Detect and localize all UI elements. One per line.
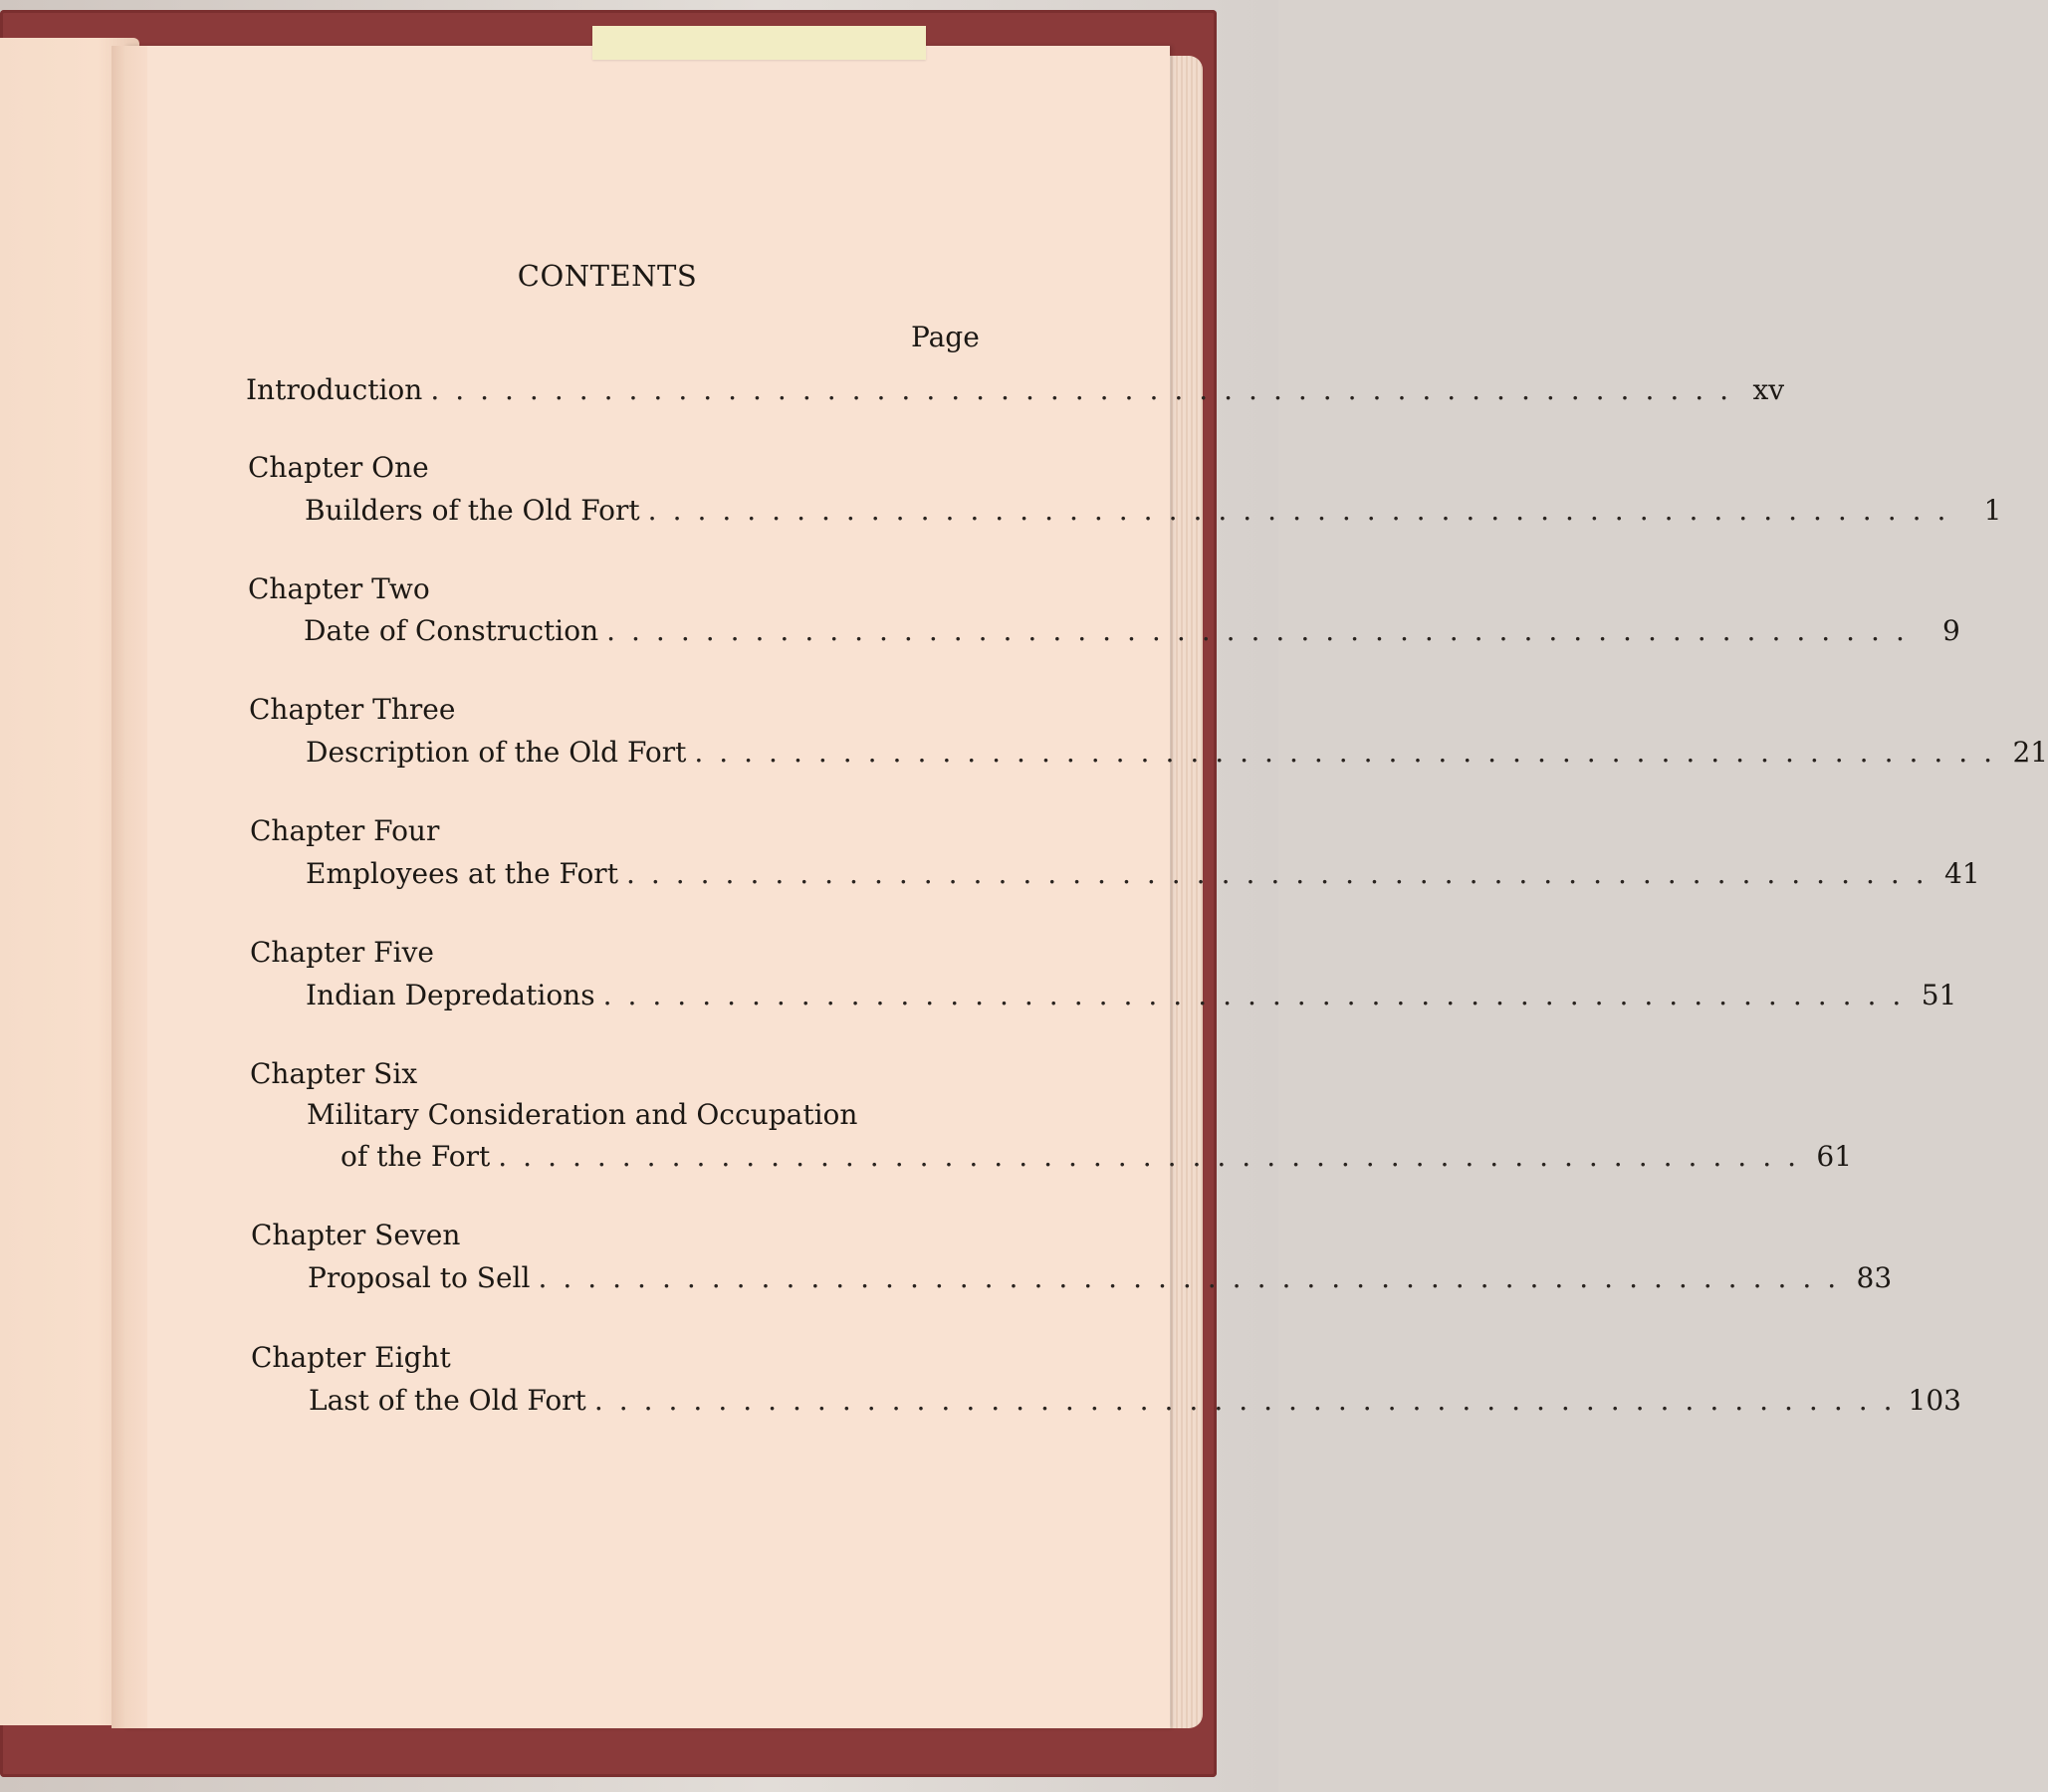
toc-introduction [246, 373, 1785, 406]
toc-entry-title: Description of the Old Fort [306, 736, 687, 769]
chapter-heading: Chapter Eight [251, 1341, 451, 1374]
chapter-heading: Chapter Five [250, 936, 434, 969]
toc-entry-title: Military Consideration and Occupation [307, 1098, 858, 1131]
toc-page-number: 83 [1856, 1261, 1893, 1294]
toc-entry-title: Indian Depredations [306, 979, 595, 1011]
dot-leader: ..................................................... [538, 1261, 1853, 1294]
toc-entry-title: Introduction [246, 373, 423, 406]
chapter-heading: Chapter Six [250, 1057, 418, 1090]
toc-entry-title-continued: of the Fort [341, 1140, 491, 1173]
toc-page-number: 61 [1816, 1140, 1853, 1173]
chapter-heading: Chapter Seven [251, 1219, 461, 1251]
chapter-heading: Chapter Four [250, 814, 440, 847]
book-gutter [112, 46, 147, 1728]
toc-entry-title: Date of Construction [304, 614, 599, 647]
dot-leader: ..................................................... [625, 857, 1940, 890]
chapter-heading: Chapter One [248, 451, 429, 484]
toc-chapter-line [306, 736, 2048, 769]
toc-chapter-line [306, 979, 1957, 1011]
page-column-heading: Page [911, 321, 980, 353]
toc-page-number: 103 [1908, 1384, 1961, 1417]
chapter-heading: Chapter Two [248, 572, 430, 605]
dot-leader: ..................................................... [593, 1384, 1909, 1417]
toc-page-number: 1 [1983, 494, 2002, 527]
toc-chapter-line [341, 1140, 1853, 1173]
bookmark-slip [592, 26, 926, 60]
dot-leader: ..................................................... [606, 614, 1921, 647]
dot-leader: ..................................................... [694, 736, 2009, 769]
contents-title: CONTENTS [517, 259, 698, 293]
toc-chapter-line [309, 1384, 1961, 1417]
toc-chapter-line [306, 857, 1980, 890]
toc-entry-title: Builders of the Old Fort [305, 494, 640, 527]
toc-page-number: 21 [2012, 736, 2048, 769]
dot-leader: ..................................................... [498, 1140, 1813, 1173]
toc-page-number: 51 [1921, 979, 1957, 1011]
toc-chapter-line [305, 494, 2002, 527]
toc-entry-title: Last of the Old Fort [309, 1384, 586, 1417]
dot-leader: ..................................................... [647, 494, 1962, 527]
toc-page-number: 41 [1944, 857, 1980, 890]
dot-leader: ..................................................... [430, 373, 1745, 406]
toc-chapter-line [304, 614, 1960, 647]
toc-chapter-line [308, 1261, 1893, 1294]
toc-entry-title: Proposal to Sell [308, 1261, 531, 1294]
chapter-heading: Chapter Three [249, 693, 456, 726]
toc-page-number: 9 [1942, 614, 1960, 647]
toc-entry-title: Employees at the Fort [306, 857, 618, 890]
toc-page-number: xv [1752, 373, 1785, 406]
dot-leader: ..................................................... [602, 979, 1918, 1011]
